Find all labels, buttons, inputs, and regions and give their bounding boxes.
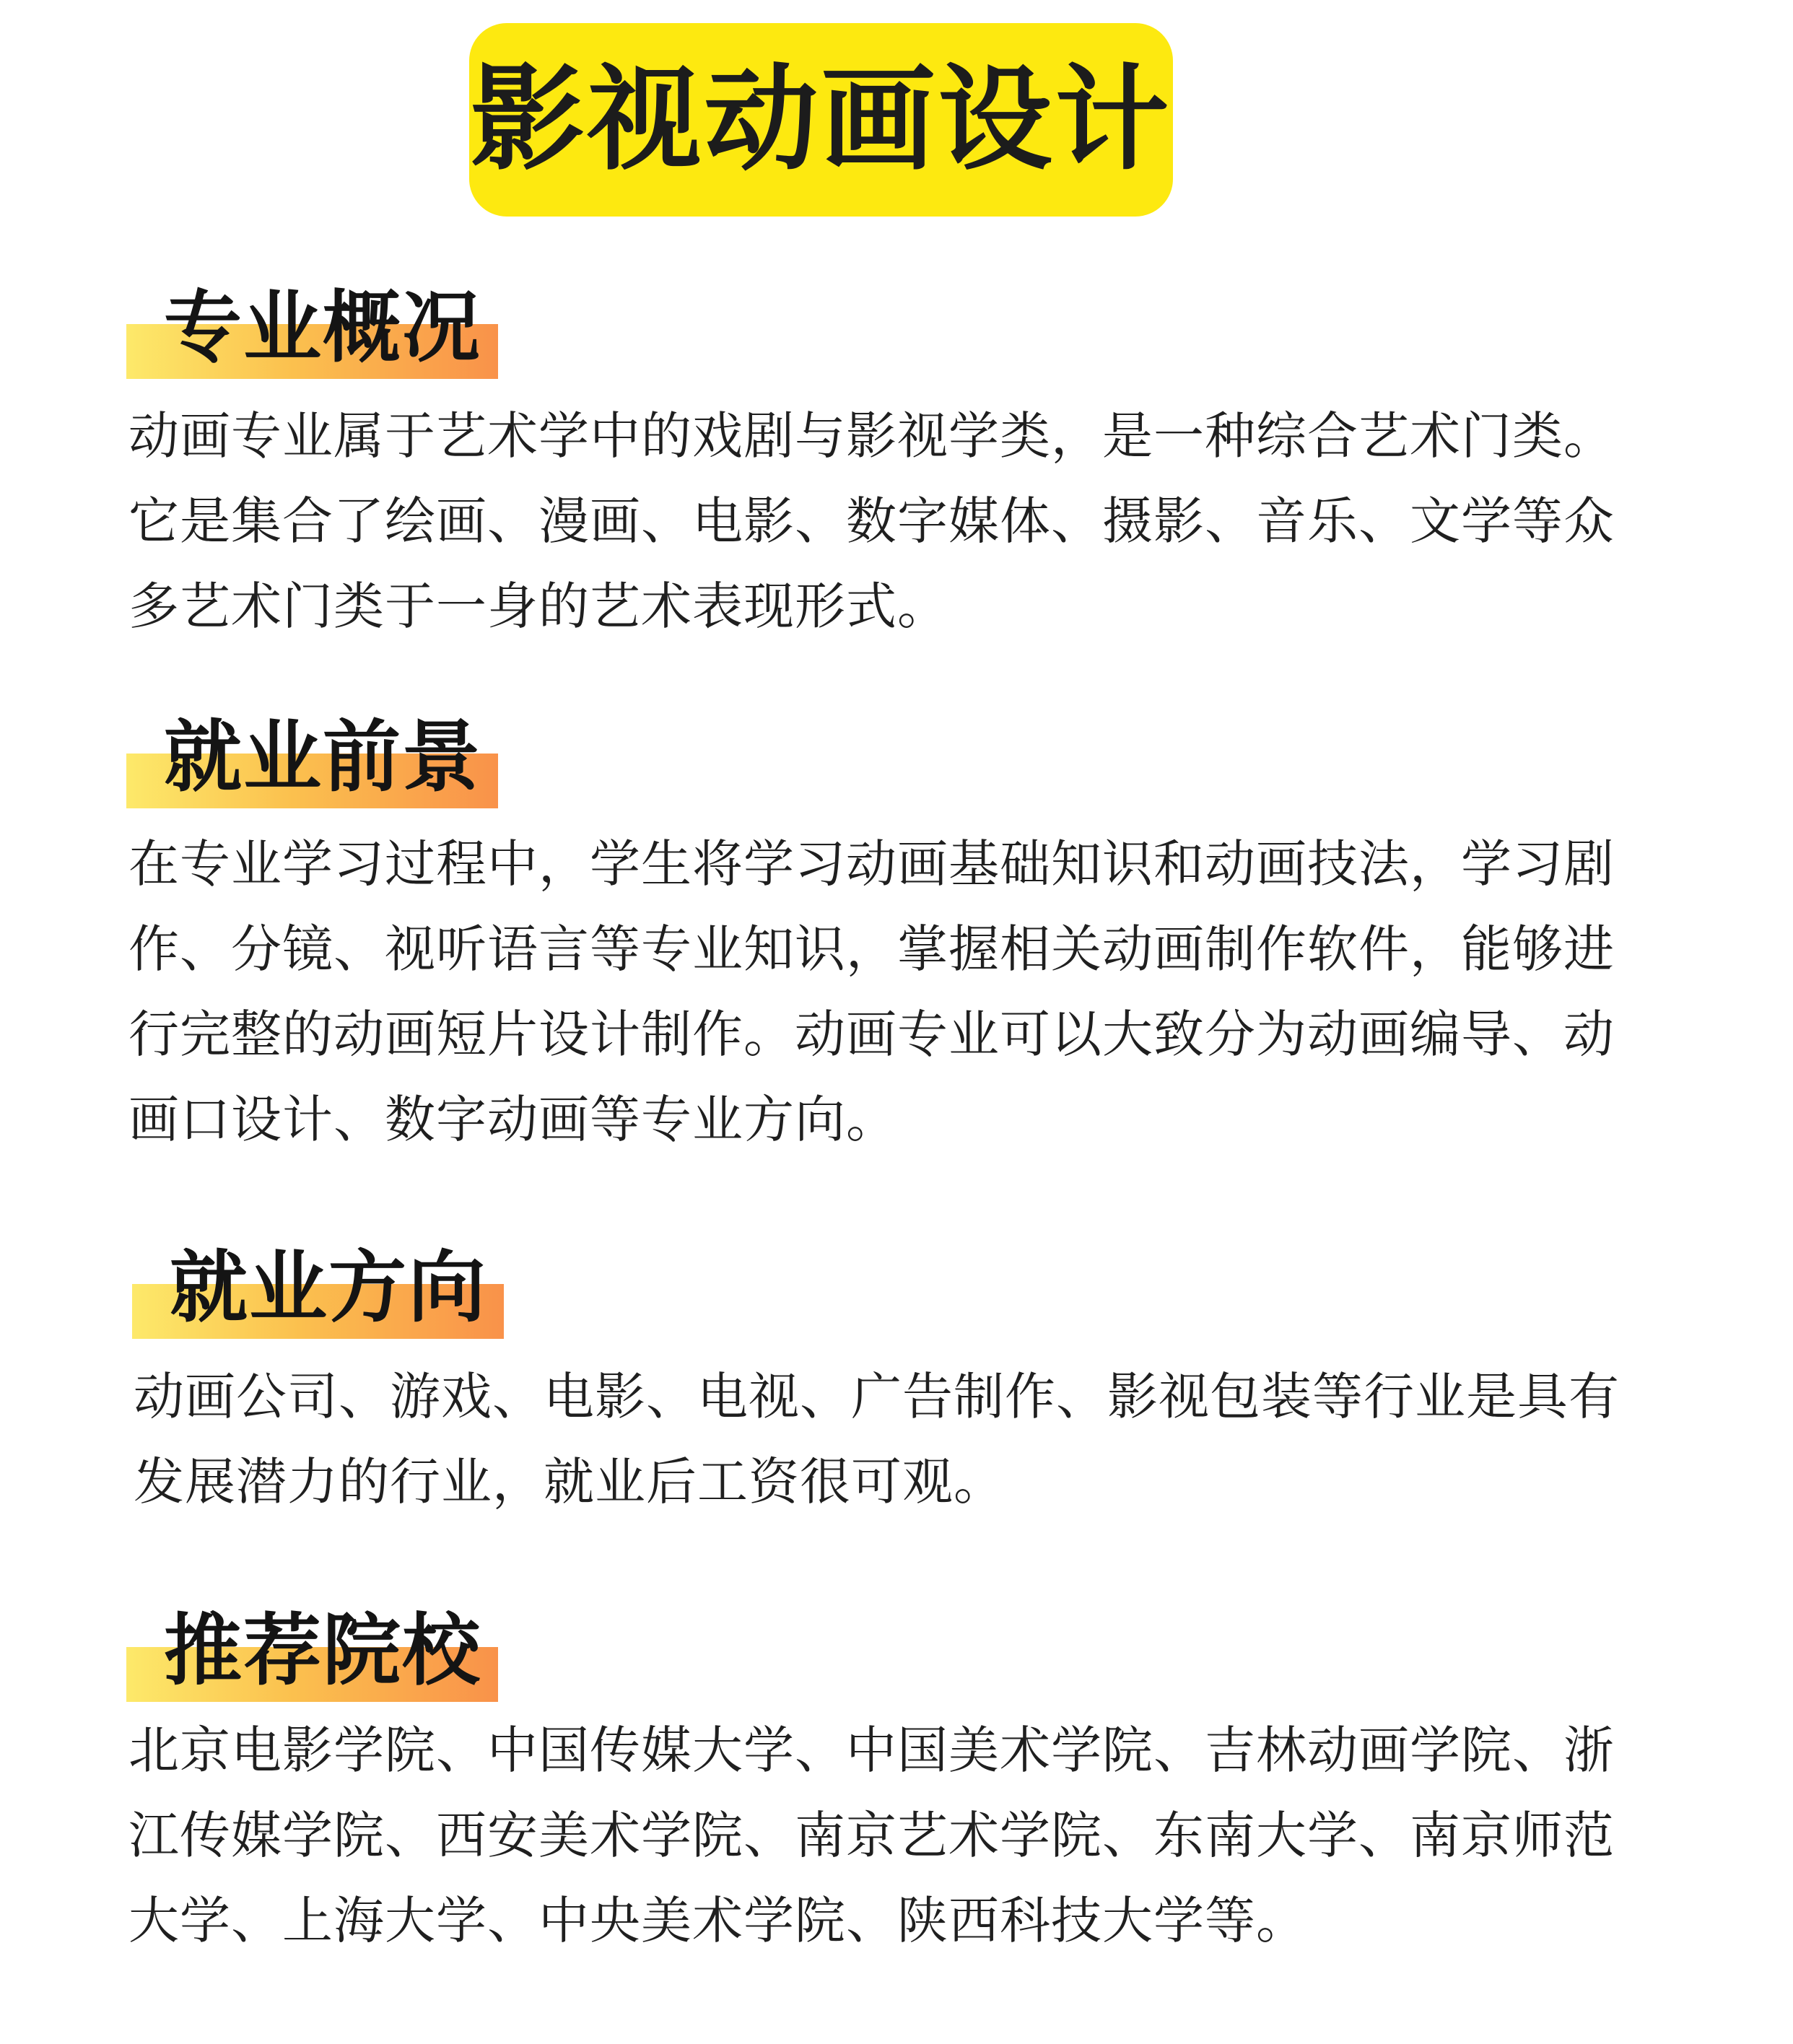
section-body-schools: 北京电影学院、中国传媒大学、中国美术学院、吉林动画学院、浙江传媒学院、西安美术学院、南京艺术学院、东南大学、南京师范大学、上海大学、中央美术学院、陕西科技大学等。 [128, 1721, 1615, 1950]
section-heading-text: 就业方向 [170, 1243, 488, 1333]
section-heading-prospects [126, 707, 498, 808]
section-body-prospects: 在专业学习过程中，学生将学习动画基础知识和动画技法，学习剧作、分镜、视听语言等专业知识，掌握相关动画制作软件，能够进行完整的动画短片设计制作。动画专业可以大致分为动画编导、动画口设计、数字动画等专业方向。 [128, 834, 1615, 1149]
section-heading-overview [126, 278, 498, 379]
section-heading-careers [132, 1238, 504, 1339]
section-body-overview: 动画专业属于艺术学中的戏剧与影视学类，是一种综合艺术门类。它是集合了绘画、漫画、电影、数字媒体、摄影、音乐、文学等众多艺术门类于一身的艺术表现形式。 [128, 406, 1615, 636]
page-title: 影视动画设计 [470, 53, 1172, 186]
section-body-careers: 动画公司、游戏、电影、电视、广告制作、影视包装等行业是具有发展潜力的行业，就业后工资很可观。 [134, 1367, 1620, 1511]
section-heading-schools [126, 1601, 498, 1702]
section-heading-text: 专业概况 [164, 283, 482, 373]
section-heading-text: 就业前景 [164, 712, 482, 803]
page-title-banner [469, 23, 1173, 217]
section-heading-text: 推荐院校 [164, 1606, 482, 1696]
